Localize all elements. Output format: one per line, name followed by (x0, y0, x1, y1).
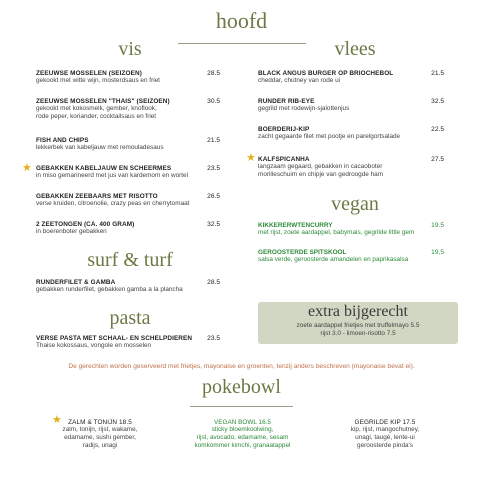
menu-item (36, 193, 226, 208)
divider-pokebowl (190, 406, 293, 407)
item-name: KIKKERERWTENCURRY (258, 222, 333, 229)
item-desc: rode peper, koriander, cocktailsaus en friet (36, 113, 157, 120)
item-desc: langzaam gegaard, gebakken in cacaoboter (258, 163, 383, 170)
divider-vis-top (178, 43, 306, 44)
section-heading-surf-turf: surf & turf (87, 249, 173, 271)
item-desc: rijst, avocado, edamame, sesam (196, 434, 289, 441)
item-desc: cheddar, chutney van rode ui (258, 77, 341, 84)
item-desc: met rijst, zoete aardappel, babymais, gegrilde little gem (258, 229, 415, 236)
item-name: GEBAKKEN KABELJAUW EN SCHEERMES (36, 165, 172, 172)
section-heading-pasta: pasta (109, 307, 151, 329)
menu-item (36, 98, 226, 121)
section-heading-pokebowl: pokebowl (202, 376, 281, 398)
item-desc: morilleschuim en chipje van gedroogde ham (258, 171, 384, 178)
item-desc: gekookt met kokosmelk, gember, knoflook, (36, 105, 157, 112)
item-name: ZALM & TONIJN 18.5 (68, 419, 132, 426)
menu-item (258, 126, 448, 141)
item-desc: radijs, unagi (82, 442, 118, 449)
item-price: 19.5 (431, 222, 444, 229)
item-desc: zacht gegaarde filet met pootje en parelgortsalade (258, 133, 401, 140)
item-price: 32.5 (431, 98, 444, 105)
item-price: 22.5 (431, 126, 444, 133)
item-desc: lekkerbek van kabeljauw met remouladesaus (36, 144, 164, 151)
extra-bijgerecht-box (258, 302, 458, 344)
item-price: 23.5 (207, 165, 220, 172)
item-price: 19,5 (431, 249, 444, 256)
item-desc: gegrild met rodewijn-sjalottenjus (258, 105, 350, 112)
item-desc: gebakken runderfilet, gebakken gamba a la plancha (36, 286, 183, 293)
item-desc: salsa verde, geroosterde amandelen en paprikasalsa (258, 256, 409, 263)
item-name: BLACK ANGUS BURGER OP BRIOCHEBOL (258, 70, 394, 77)
menu-item (36, 279, 226, 294)
item-desc: unagi, taugé, lente-ui (355, 434, 415, 441)
item-name: VERSE PASTA MET SCHAAL- EN SCHELPDIEREN (36, 335, 193, 342)
item-name: GEROOSTERDE SPITSKOOL (258, 249, 347, 256)
item-name: KALFSPICANHA (258, 156, 310, 163)
pokebowl-item (330, 419, 440, 450)
menu-item (36, 221, 226, 236)
item-name: BOERDERIJ-KIP (258, 126, 310, 133)
extra-line: zoete aardappel frietjes met truffelmayo 5.5 (296, 322, 420, 329)
item-desc: zalm, tonijn, rijst, wakame, (62, 426, 138, 433)
item-name: VEGAN BOWL 16.5 (214, 419, 271, 426)
menu-item (258, 156, 448, 179)
page-title: hoofd (215, 8, 268, 33)
item-name: GEBAKKEN ZEEBAARS MET RISOTTO (36, 193, 158, 200)
pokebowl-item (40, 419, 160, 450)
item-price: 21.5 (431, 70, 444, 77)
menu-item (36, 70, 226, 85)
item-price: 32.5 (207, 221, 220, 228)
item-desc: in miso gemarineerd met jus van kardemom en wortel (36, 172, 189, 179)
section-heading-vlees: vlees (334, 38, 376, 60)
star-icon: ★ (52, 414, 62, 426)
menu-item (36, 335, 226, 350)
item-desc: edamame, sushi gember, (64, 434, 136, 441)
item-price: 27.5 (431, 156, 444, 163)
menu-item (258, 222, 448, 237)
item-name: RUNDER RIB-EYE (258, 98, 315, 105)
item-desc: sticky bloemkoolwing, (211, 426, 274, 433)
menu-item (258, 70, 448, 85)
star-icon: ★ (246, 152, 256, 164)
item-desc: komkommer kimchi, granaatappel (194, 442, 291, 449)
item-price: 26.5 (207, 193, 220, 200)
menu-item (36, 137, 226, 152)
item-price: 21.5 (207, 137, 220, 144)
item-desc: geroosterde pinda's (357, 442, 413, 449)
item-name: GEGRILDE KIP 17.5 (354, 419, 416, 426)
pokebowl-item (180, 419, 305, 450)
item-desc: Thaise kokossaus, vongole en mosselen (36, 342, 152, 349)
item-name: RUNDERFILET & GAMBA (36, 279, 116, 286)
item-name: ZEEUWSE MOSSELEN "THAIS" (SEIZOEN) (36, 98, 170, 105)
item-desc: verse kruiden, citroenolie, crazy peas en cherrytomaat (36, 200, 190, 207)
section-heading-vis: vis (118, 38, 142, 60)
extra-line: rijst 3.0 - limoen-risotto 7.5 (320, 330, 396, 337)
item-price: 23.5 (207, 335, 220, 342)
section-heading-vegan: vegan (331, 193, 379, 215)
star-icon: ★ (22, 162, 32, 174)
item-price: 30.5 (207, 98, 220, 105)
menu-item (36, 165, 226, 180)
item-desc: in boerenboter gebakken (36, 228, 107, 235)
menu-item (258, 98, 448, 113)
item-price: 28.5 (207, 279, 220, 286)
item-name: FISH AND CHIPS (36, 137, 89, 144)
menu-item (258, 249, 448, 264)
item-desc: kip, rijst, mangochutney, (350, 426, 420, 433)
extra-heading: extra bijgerecht (308, 303, 408, 320)
item-name: 2 ZEETONGEN (CA. 400 GRAM) (36, 221, 135, 228)
item-name: ZEEUWSE MOSSELEN (SEIZOEN) (36, 70, 142, 77)
serving-note: De gerechten worden geserveerd met frietjes, mayonaise en groenten, tenzij anders beschreven (mayonaise bevat ei). (68, 363, 415, 370)
item-price: 28.5 (207, 70, 220, 77)
item-desc: gekookt met witte wijn, mosterdsaus en friet (36, 77, 160, 84)
